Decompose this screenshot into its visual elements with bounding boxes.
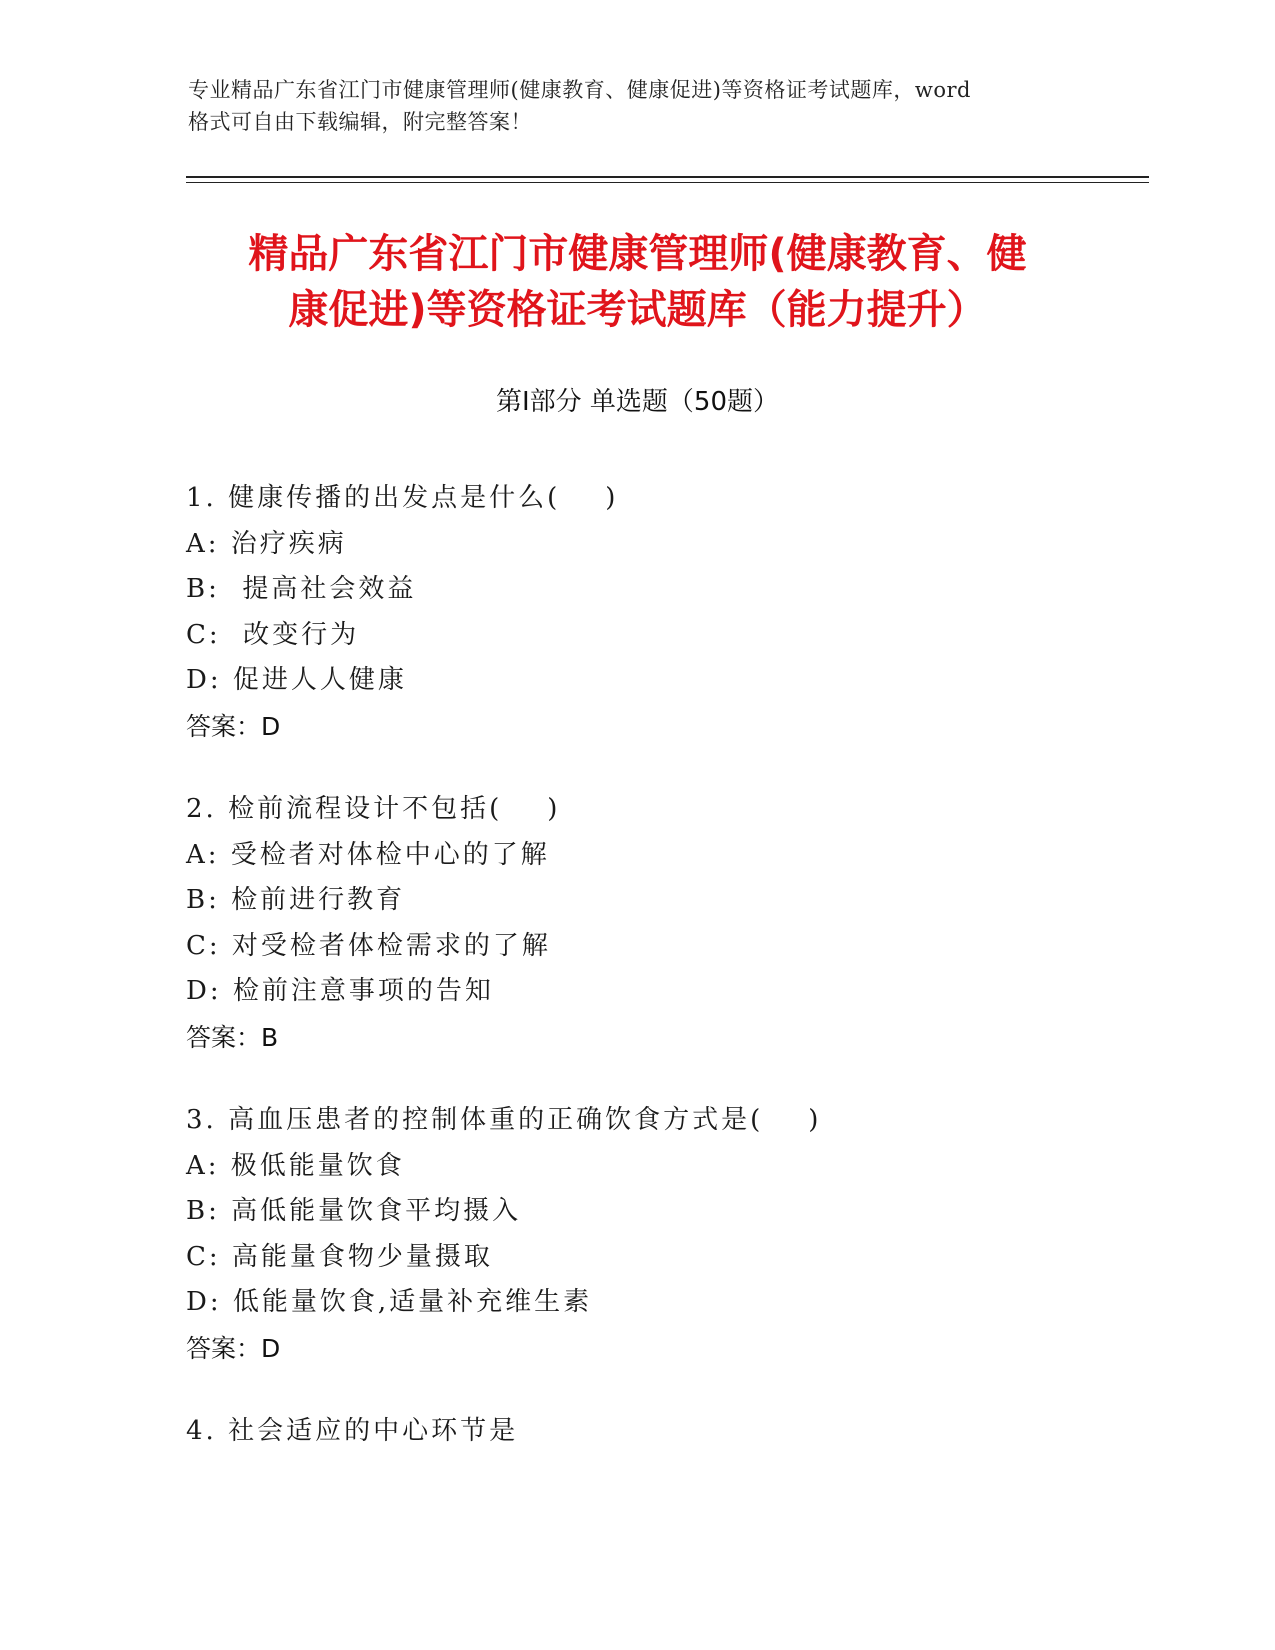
- answer: 答案：B: [186, 1022, 279, 1052]
- option-a: A: 治疗疾病: [186, 528, 347, 559]
- header-divider-thin: [186, 182, 1149, 183]
- document-title-line-2: 康促进)等资格证考试题库（能力提升）: [288, 287, 987, 333]
- option-d: D: 低能量饮食,适量补充维生素: [186, 1287, 593, 1317]
- document-title-line-1: 精品广东省江门市健康管理师(健康教育、健: [248, 231, 1027, 277]
- question-1: [186, 476, 1136, 749]
- question-3: [186, 1098, 1136, 1371]
- option-d: D: 促进人人健康: [186, 665, 407, 695]
- header-note: [188, 74, 1088, 138]
- answer: 答案：D: [186, 1333, 281, 1363]
- option-b: B: 提高社会效益: [186, 574, 417, 604]
- option-c: C: 高能量食物少量摄取: [186, 1241, 493, 1272]
- question-stem: 1. 健康传播的出发点是什么( ): [186, 483, 619, 513]
- question-list: [186, 476, 1136, 1493]
- option-c: C: 对受检者体检需求的了解: [186, 930, 551, 961]
- header-note-line-2: 格式可自由下载编辑，附完整答案！: [188, 110, 532, 134]
- question-stem: 4. 社会适应的中心环节是: [186, 1416, 519, 1446]
- option-d: D: 检前注意事项的告知: [186, 976, 494, 1006]
- document-title: [150, 226, 1125, 338]
- question-2: [186, 787, 1136, 1060]
- option-b: B: 检前进行教育: [186, 885, 406, 915]
- option-a: A: 极低能量饮食: [186, 1150, 405, 1181]
- option-b: B: 高低能量饮食平均摄入: [186, 1196, 522, 1226]
- answer: 答案：D: [186, 711, 281, 741]
- section-title: 第Ⅰ部分 单选题（50题）: [495, 387, 780, 417]
- option-a: A: 受检者对体检中心的了解: [186, 839, 550, 870]
- option-c: C: 改变行为: [186, 619, 360, 650]
- question-stem: 3. 高血压患者的控制体重的正确饮食方式是( ): [186, 1105, 822, 1135]
- question-4: [186, 1409, 1136, 1455]
- header-divider-thick: [186, 176, 1149, 178]
- question-stem: 2. 检前流程设计不包括( ): [186, 794, 561, 824]
- header-note-line-1: 专业精品广东省江门市健康管理师(健康教育、健康促进)等资格证考试题库，word: [188, 78, 971, 102]
